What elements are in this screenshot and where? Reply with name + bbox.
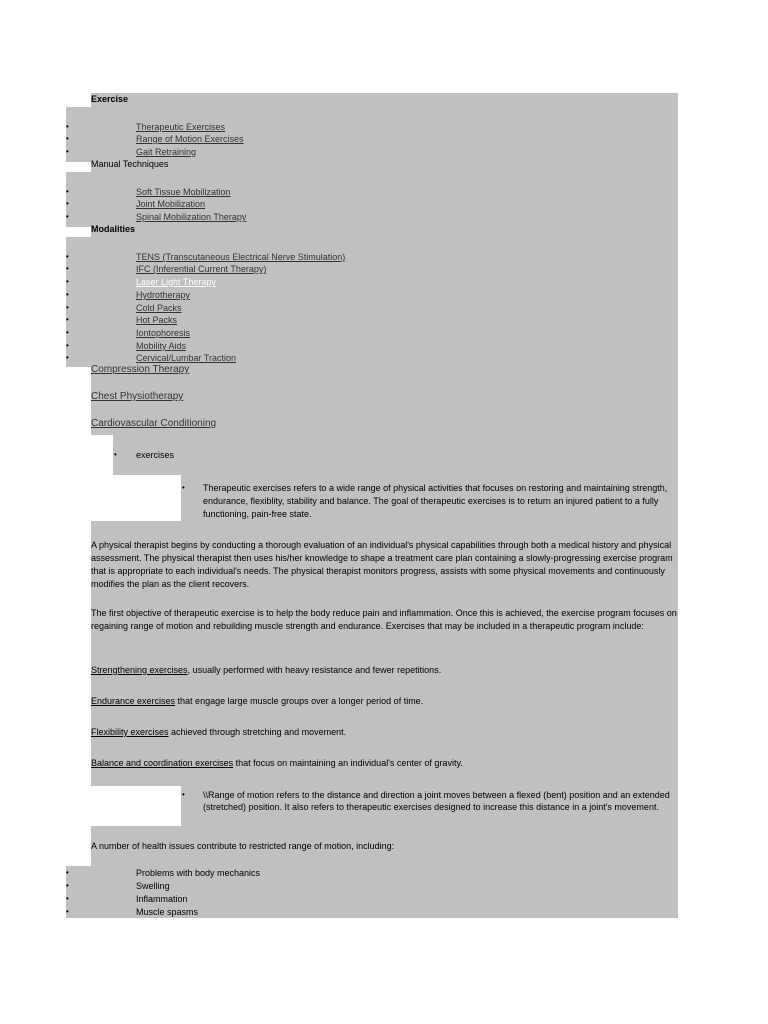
- bullet-icon: •: [66, 122, 69, 131]
- type-term: Strengthening exercises: [91, 665, 188, 675]
- bullet-icon: •: [66, 187, 69, 196]
- type-balance: [91, 757, 681, 770]
- bullet-icon: •: [66, 199, 69, 208]
- bullet-icon: •: [66, 252, 69, 261]
- type-desc: that engage large muscle groups over a longer period of time.: [175, 696, 424, 706]
- link-ifc[interactable]: IFC (Inferential Current Therapy): [136, 264, 267, 274]
- section-title-modalities: Modalities: [91, 224, 136, 234]
- bullet-icon: •: [66, 212, 69, 221]
- type-term: Flexibility exercises: [91, 727, 169, 737]
- link-cardiovascular[interactable]: Cardiovascular Conditioning: [91, 418, 217, 429]
- paragraph-evaluation: A physical therapist begins by conducting a thorough evaluation of an individual's physical capabilities through both a medical history and physical assessment. The physical therapist then uses his/her knowledge to shape a treatment care plan containing a slowly-progressing exercise program that is appropriate to each individual's needs. The physical therapist monitors progress, assists with some physical movements and continuously modifies the plan as the client recovers.: [91, 540, 673, 589]
- rom-lead: A number of health issues contribute to restricted range of motion, including:: [91, 841, 395, 851]
- link-gait-retraining[interactable]: Gait Retraining: [136, 147, 197, 157]
- type-desc: achieved through stretching and movement.: [168, 727, 347, 737]
- bullet-icon: •: [66, 315, 69, 324]
- link-cold-packs[interactable]: Cold Packs: [136, 303, 182, 313]
- link-hot-packs[interactable]: Hot Packs: [136, 315, 178, 325]
- rom-issue: Swelling: [136, 881, 170, 891]
- type-term: Balance and coordination exercises: [91, 758, 234, 768]
- therapeutic-intro: Therapeutic exercises refers to a wide range of physical activities that focuses on restoring and maintaining strength, endurance, flexiblity, stability and balance. The goal of therapeutic exercises is to return an injured patient to a fully functioning, pain-free state.: [203, 483, 668, 519]
- bullet-icon: •: [66, 303, 69, 312]
- bullet-icon: •: [66, 290, 69, 299]
- bullet-icon: •: [66, 868, 69, 877]
- rom-issue: Muscle spasms: [136, 907, 199, 917]
- link-mobility-aids[interactable]: Mobility Aids: [136, 341, 187, 351]
- link-therapeutic-exercises[interactable]: Therapeutic Exercises: [136, 122, 226, 132]
- type-flexibility: [91, 726, 681, 739]
- link-joint-mobilization[interactable]: Joint Mobilization: [136, 199, 206, 209]
- bullet-icon: •: [66, 277, 69, 286]
- bullet-icon: •: [182, 790, 185, 799]
- link-soft-tissue[interactable]: Soft Tissue Mobilization: [136, 187, 231, 197]
- section-title-exercise: Exercise: [91, 94, 129, 104]
- section-title-manual: Manual Techniques: [91, 159, 169, 169]
- link-range-of-motion[interactable]: Range of Motion Exercises: [136, 134, 244, 144]
- link-tens[interactable]: TENS (Transcutaneous Electrical Nerve Stimulation): [136, 252, 346, 262]
- bullet-icon: •: [66, 134, 69, 143]
- link-chest-physiotherapy[interactable]: Chest Physiotherapy: [91, 391, 184, 402]
- bullet-icon: •: [66, 894, 69, 903]
- link-iontophoresis[interactable]: Iontophoresis: [136, 328, 191, 338]
- type-desc: that focus on maintaining an individual's center of gravity.: [233, 758, 463, 768]
- bullet-icon: •: [114, 450, 117, 459]
- rom-issue: Inflammation: [136, 894, 188, 904]
- rom-intro: \\Range of motion refers to the distance and direction a joint moves between a flexed (bent) position and an extended (stretched) position. It also refers to therapeutic exercises designed to increase this distance in a joint's movement.: [203, 790, 670, 812]
- exercises-panel: [113, 435, 678, 475]
- link-spinal-mobilization[interactable]: Spinal Mobilization Therapy: [136, 212, 247, 222]
- type-term: Endurance exercises: [91, 696, 176, 706]
- bullet-icon: •: [66, 341, 69, 350]
- rom-issue: Problems with body mechanics: [136, 868, 261, 878]
- paragraph-objective: The first objective of therapeutic exercise is to help the body reduce pain and inflammation. Once this is achieved, the exercise program focuses on regaining range of motion and rebuilding muscle strength and endurance. Exercises that may be included in a therapeutic program include:: [91, 608, 677, 631]
- type-endurance: [91, 695, 681, 708]
- link-laser-light[interactable]: Laser Light Therapy: [136, 277, 216, 287]
- bullet-icon: •: [66, 147, 69, 156]
- bullet-icon: •: [66, 881, 69, 890]
- type-desc: , usually performed with heavy resistance and fewer repetitions.: [187, 665, 442, 675]
- type-strengthening: [91, 664, 681, 677]
- bullet-icon: •: [66, 328, 69, 337]
- bullet-icon: •: [182, 483, 185, 492]
- link-hydrotherapy[interactable]: Hydrotherapy: [136, 290, 191, 300]
- link-traction[interactable]: Cervical/Lumbar Traction: [136, 353, 237, 363]
- bullet-icon: •: [66, 353, 69, 362]
- exercises-label: exercises: [136, 450, 175, 460]
- bullet-icon: •: [66, 907, 69, 916]
- link-compression-therapy[interactable]: Compression Therapy: [91, 364, 190, 375]
- bullet-icon: •: [66, 264, 69, 273]
